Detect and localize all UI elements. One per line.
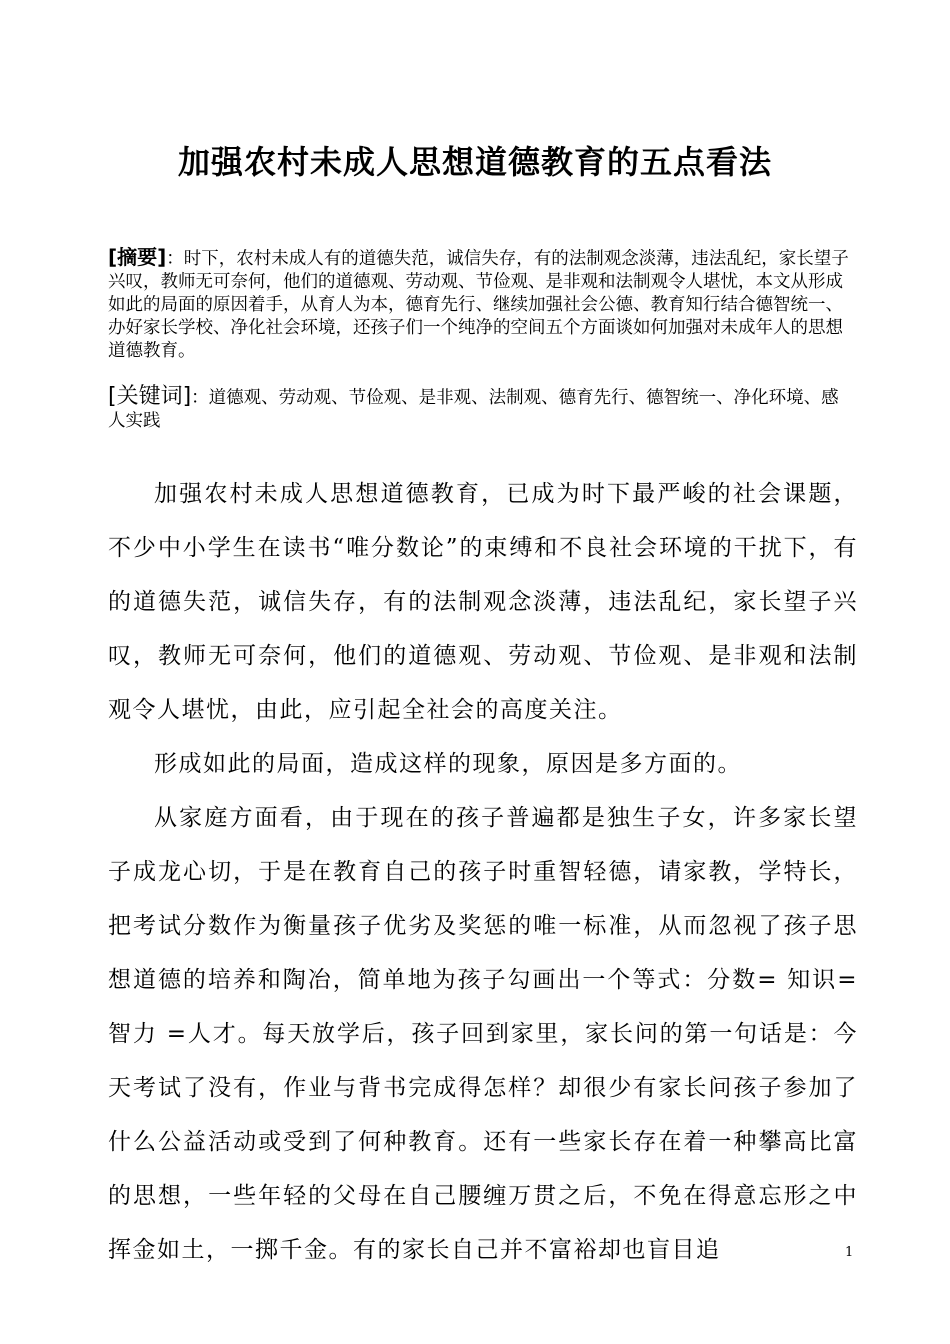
abstract-text: 时下，农村未成人有的道德失范，诚信失存，有的法制观念淡薄，违法乱纪，家长望子兴叹，教师无可奈何，他们的道德观、劳动观、节俭观、是非观和法制观令人堪忧，本文从形成如此的局面的原因着手，从育人为本，德育先行、继续加强社会公德、教育知行结合德智统一、办好家长学校、净化社会环境，还孩子们一个纯净的空间五个方面谈如何加强对未成年人的思想道德教育。 [108, 249, 849, 361]
keywords-text: 道德观、劳动观、节俭观、是非观、法制观、德育先行、德智统一、净化环境、感人实践 [108, 388, 839, 431]
body-paragraph: 加强农村未成人思想道德教育，已成为时下最严峻的社会课题，不少中小学生在读书“唯分数论”的束缚和不良社会环境的干扰下，有的道德失范，诚信失存，有的法制观念淡薄，违法乱纪，家长望子兴叹，教师无可奈何，他们的道德观、劳动观、节俭观、是非观和法制观令人堪忧，由此，应引起全社会的高度关注。 [108, 481, 858, 723]
abstract-separator: ： [166, 249, 184, 269]
keywords-block [108, 385, 853, 433]
page-number: 1 [845, 1245, 854, 1260]
body-paragraph: 从家庭方面看，由于现在的孩子普遍都是独生子女，许多家长望子成龙心切，于是在教育自己的孩子时重智轻德，请家教，学特长，把考试分数作为衡量孩子优劣及奖惩的唯一标准，从而忽视了孩子思想道德的培养和陶冶，简单地为孩子勾画出一个等式：分数= 知识=智力 =人才。每天放学后，孩子回到家里，家长问的第一句话是：今天考试了没有，作业与背书完成得怎样？却很少有家长问孩子参加了什么公益活动或受到了何种教育。还有一些家长存在着一种攀高比富的思想，一些年轻的父母在自己腰缠万贯之后，不免在得意忘形之中挥金如土，一掷千金。有的家长自己并不富裕却也盲目追 [108, 805, 858, 1263]
body-paragraph: 形成如此的局面，造成这样的现象，原因是多方面的。 [154, 751, 742, 777]
abstract-block [108, 246, 853, 363]
abstract-label: [摘要] [108, 245, 167, 269]
body-text [108, 467, 858, 1277]
keywords-label: [关键词] [108, 384, 192, 409]
document-title: 加强农村未成人思想道德教育的五点看法 [177, 143, 772, 181]
keywords-separator: ： [191, 388, 209, 408]
